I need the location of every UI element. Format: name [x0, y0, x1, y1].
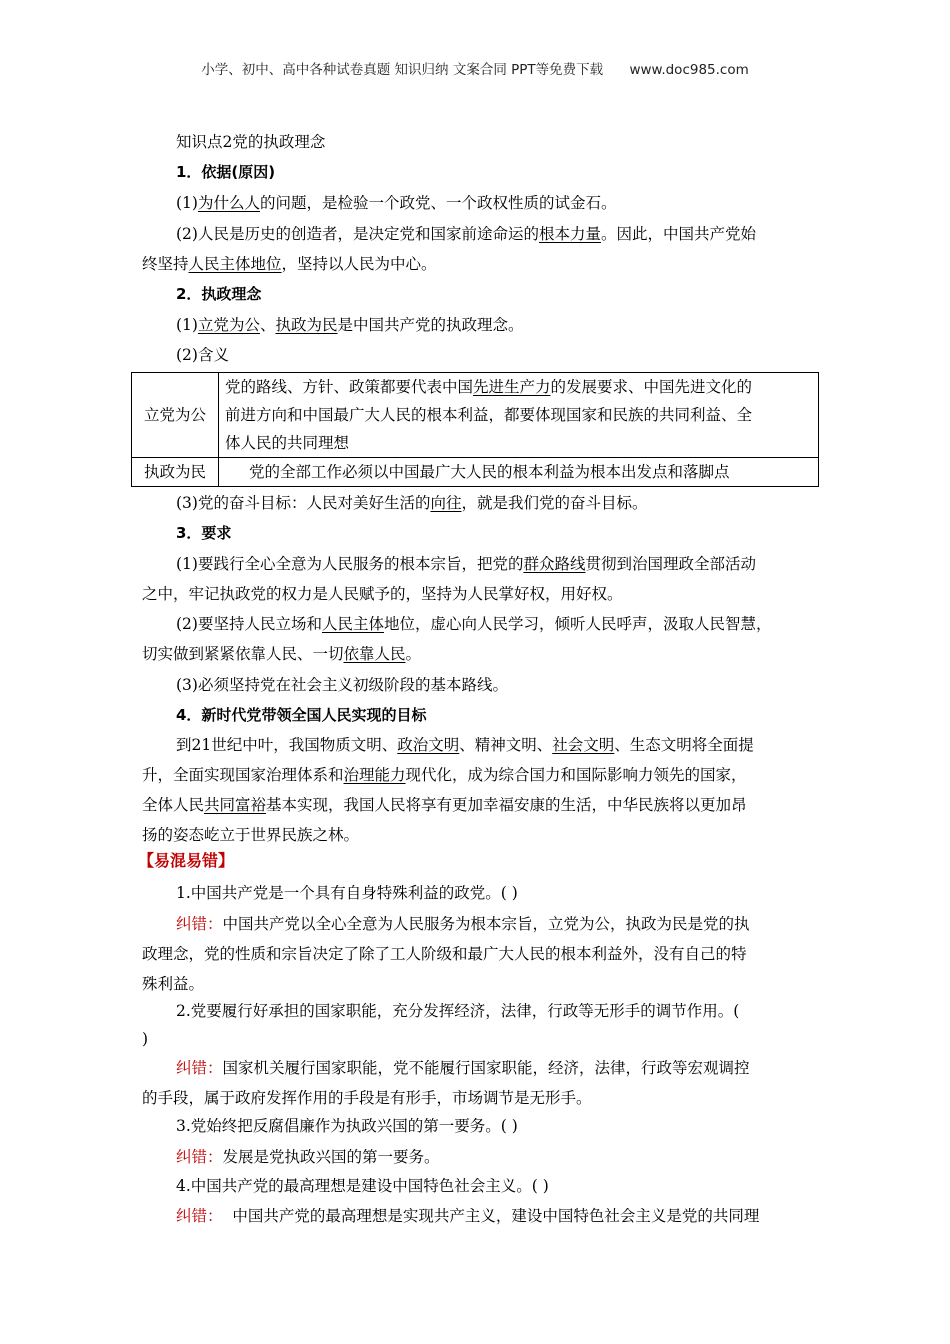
paragraph: 到21世纪中叶，我国物质文明、政治文明、精神文明、社会文明、生态文明将全面提	[176, 736, 754, 754]
correction-label: 纠错：	[176, 1148, 223, 1166]
correction-label: 纠错：	[176, 1059, 223, 1077]
question-item: 4.中国共产党的最高理想是建设中国特色社会主义。( )	[176, 1177, 549, 1195]
answer-blank: 根本力量	[538, 225, 601, 243]
correction-label: 纠错：	[176, 1207, 223, 1225]
answer-blank: 立党为公	[197, 316, 260, 334]
paragraph: 扬的姿态屹立于世界民族之林。	[142, 826, 360, 844]
paragraph: 切实做到紧紧依靠人民、一切依靠人民。	[142, 645, 422, 663]
mistakes-title: 【易混易错】	[138, 851, 235, 870]
correction-line: 政理念，党的性质和宗旨决定了除了工人阶级和最广大人民的根本利益外，没有自己的特	[142, 945, 747, 963]
paragraph: (2)人民是历史的创造者，是决定党和国家前途命运的根本力量。因此，中国共产党始	[176, 225, 756, 243]
table-key: 执政为民	[132, 458, 219, 487]
answer-blank: 社会文明	[552, 736, 615, 754]
question-item: )	[142, 1030, 149, 1048]
answer-blank: 先进生产力	[473, 378, 551, 396]
header-text: 小学、初中、高中各种试卷真题 知识归纳 文案合同 PPT等免费下载	[201, 62, 604, 78]
correction-line: 纠错：中国共产党以全心全意为人民服务为根本宗旨，立党为公，执政为民是党的执	[176, 915, 750, 933]
paragraph: (3)必须坚持党在社会主义初级阶段的基本路线。	[176, 676, 508, 694]
heading-1: 1．依据(原因)	[176, 163, 276, 181]
paragraph: (1)立党为公、执政为民是中国共产党的执政理念。	[176, 316, 524, 334]
correction-line: 纠错：国家机关履行国家职能，党不能履行国家职能，经济，法律，行政等宏观调控	[176, 1059, 750, 1077]
paragraph: (1)为什么人的问题，是检验一个政党、一个政权性质的试金石。	[176, 194, 617, 212]
answer-blank: 治理能力	[343, 766, 406, 784]
answer-blank: 执政为民	[275, 316, 338, 334]
table-value: 党的路线、方针、政策都要代表中国先进生产力的发展要求、中国先进文化的 前进方向和中国最广大人民的根本利益，都要体现国家和民族的共同利益、全 体人民的共同理想	[219, 373, 819, 458]
paragraph: 之中，牢记执政党的权力是人民赋予的，坚持为人民掌好权，用好权。	[142, 585, 623, 603]
answer-blank: 向往	[430, 494, 462, 512]
question-item: 1.中国共产党是一个具有自身特殊利益的政党。( )	[176, 884, 518, 902]
correction-line: 纠错： 中国共产党的最高理想是实现共产主义，建设中国特色社会主义是党的共同理	[176, 1207, 760, 1225]
question-item: 3.党始终把反腐倡廉作为执政兴国的第一要务。( )	[176, 1117, 518, 1135]
heading-4: 4．新时代党带领全国人民实现的目标	[176, 706, 427, 724]
paragraph: (1)要践行全心全意为人民服务的根本宗旨，把党的群众路线贯彻到治国理政全部活动	[176, 555, 756, 573]
answer-blank: 政治文明	[397, 736, 460, 754]
answer-blank: 人民主体地位	[188, 255, 282, 273]
table-row	[132, 458, 819, 487]
paragraph: 终坚持人民主体地位，坚持以人民为中心。	[142, 255, 437, 273]
table-row	[132, 373, 819, 458]
question-item: 2.党要履行好承担的国家职能，充分发挥经济，法律，行政等无形手的调节作用。(	[176, 1002, 740, 1020]
paragraph: (2)含义	[176, 346, 229, 364]
paragraph: (2)要坚持人民立场和人民主体地位，虚心向人民学习，倾听人民呼声，汲取人民智慧，	[176, 615, 772, 633]
answer-blank: 人民主体	[321, 615, 384, 633]
table-key: 立党为公	[132, 373, 219, 458]
correction-line: 的手段，属于政府发挥作用的手段是有形手，市场调节是无形手。	[142, 1089, 592, 1107]
heading-3: 3．要求	[176, 524, 232, 542]
table-value: 党的全部工作必须以中国最广大人民的根本利益为根本出发点和落脚点	[219, 458, 819, 487]
concept-table	[131, 372, 819, 487]
paragraph: 全体人民共同富裕基本实现，我国人民将享有更加幸福安康的生活，中华民族将以更加昂	[142, 796, 747, 814]
paragraph: (3)党的奋斗目标：人民对美好生活的向往，就是我们党的奋斗目标。	[176, 494, 648, 512]
answer-blank: 为什么人	[197, 194, 260, 212]
correction-line: 纠错：发展是党执政兴国的第一要务。	[176, 1148, 440, 1166]
heading-2: 2．执政理念	[176, 285, 262, 303]
correction-label: 纠错：	[176, 915, 223, 933]
page-header	[0, 58, 950, 78]
answer-blank: 依靠人民	[343, 645, 406, 663]
section-title: 知识点2党的执政理念	[176, 133, 326, 151]
answer-blank: 群众路线	[523, 555, 586, 573]
answer-blank: 共同富裕	[204, 796, 267, 814]
correction-line: 殊利益。	[142, 975, 205, 993]
header-url[interactable]: www.doc985.com	[629, 62, 749, 78]
paragraph: 升，全面实现国家治理体系和治理能力现代化，成为综合国力和国际影响力领先的国家，	[142, 766, 747, 784]
